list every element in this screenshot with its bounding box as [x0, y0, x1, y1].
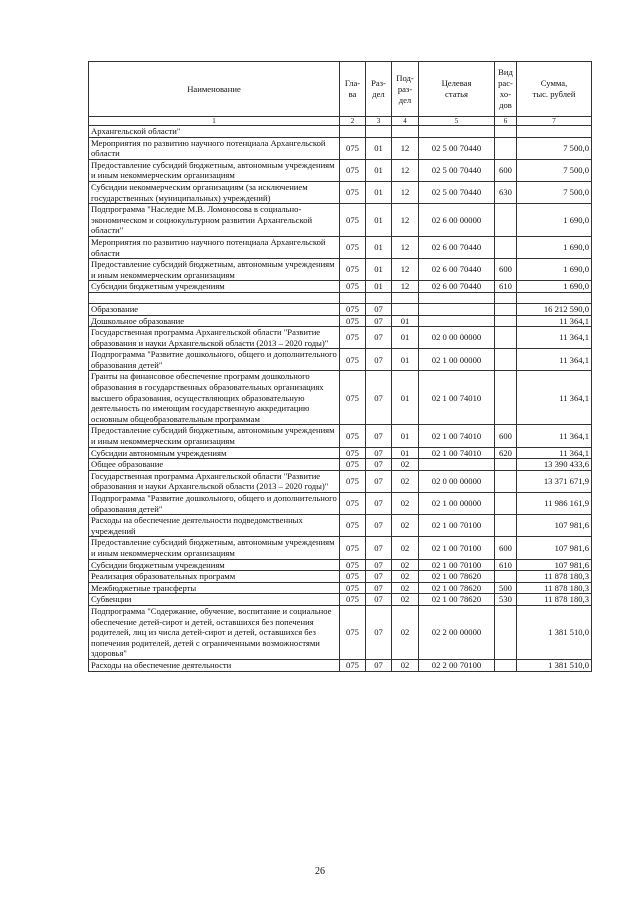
cell-vid: 500	[495, 582, 517, 594]
cell-razdel	[366, 292, 392, 303]
table-row	[89, 126, 592, 138]
cell-glava: 075	[340, 537, 366, 559]
cell-razdel: 07	[366, 515, 392, 537]
table-row	[89, 371, 592, 425]
cell-glava: 075	[340, 493, 366, 515]
cell-glava: 075	[340, 425, 366, 447]
cell-glava: 075	[340, 515, 366, 537]
cell-name: Субсидии некоммерческим организациям (за исключением государственных (муниципальных) учреждений)	[89, 181, 340, 203]
table-row	[89, 204, 592, 237]
cell-glava: 075	[340, 137, 366, 159]
cell-summa: 1 690,0	[517, 281, 592, 293]
cell-razdel: 01	[366, 259, 392, 281]
page-number: 26	[315, 866, 325, 877]
cell-statya: 02 6 00 70440	[419, 281, 495, 293]
cell-podrazdel: 12	[392, 259, 419, 281]
cell-glava: 075	[340, 470, 366, 492]
cell-podrazdel: 02	[392, 459, 419, 471]
cell-statya	[419, 459, 495, 471]
cell-statya: 02 6 00 70440	[419, 259, 495, 281]
cell-podrazdel	[392, 126, 419, 138]
cell-vid: 600	[495, 159, 517, 181]
cell-vid	[495, 126, 517, 138]
cell-vid	[495, 315, 517, 327]
cell-podrazdel: 02	[392, 659, 419, 671]
cell-summa: 11 878 180,3	[517, 582, 592, 594]
cell-razdel: 07	[366, 470, 392, 492]
column-number: 1	[89, 117, 340, 126]
table-row	[89, 349, 592, 371]
cell-statya: 02 5 00 70440	[419, 159, 495, 181]
cell-summa: 107 981,6	[517, 515, 592, 537]
cell-summa: 11 364,1	[517, 349, 592, 371]
cell-name: Подпрограмма "Содержание, обучение, воспитание и социальное обеспечение детей-сирот и детей, оставшихся без попечения родителей, лиц из числа детей-сирот и детей, оставшихся без попечения родителей, детей с ограниченными возможностями здоровья"	[89, 605, 340, 659]
cell-name: Расходы на обеспечение деятельности	[89, 659, 340, 671]
cell-podrazdel: 12	[392, 181, 419, 203]
cell-podrazdel: 01	[392, 447, 419, 459]
cell-vid: 630	[495, 181, 517, 203]
cell-statya: 02 5 00 70440	[419, 137, 495, 159]
cell-statya: 02 1 00 70100	[419, 537, 495, 559]
cell-glava: 075	[340, 236, 366, 258]
cell-name: Реализация образовательных программ	[89, 571, 340, 583]
cell-vid: 610	[495, 281, 517, 293]
table-row	[89, 292, 592, 303]
cell-statya: 02 1 00 78620	[419, 594, 495, 606]
table-row	[89, 515, 592, 537]
cell-podrazdel: 01	[392, 327, 419, 349]
cell-summa: 11 364,1	[517, 371, 592, 425]
cell-summa: 1 381 510,0	[517, 659, 592, 671]
cell-glava: 075	[340, 571, 366, 583]
cell-razdel: 07	[366, 303, 392, 315]
cell-name: Гранты на финансовое обеспечение программ дошкольного образования в государственных образовательных организациях высшего образования, осуществляющих образовательную деятельность по имеющим государственную аккредитацию основным общеобразовательным программам	[89, 371, 340, 425]
cell-podrazdel: 12	[392, 159, 419, 181]
table-row	[89, 493, 592, 515]
header-row	[89, 62, 592, 117]
budget-table	[88, 61, 592, 672]
table-row	[89, 315, 592, 327]
cell-podrazdel: 02	[392, 571, 419, 583]
cell-name: Межбюджетные трансферты	[89, 582, 340, 594]
cell-summa: 13 390 433,6	[517, 459, 592, 471]
cell-statya: 02 6 00 70440	[419, 236, 495, 258]
table-row	[89, 659, 592, 671]
cell-podrazdel: 01	[392, 425, 419, 447]
cell-razdel: 07	[366, 537, 392, 559]
cell-statya: 02 2 00 00000	[419, 605, 495, 659]
column-number: 5	[419, 117, 495, 126]
cell-vid: 610	[495, 559, 517, 571]
cell-glava: 075	[340, 447, 366, 459]
cell-razdel: 01	[366, 159, 392, 181]
cell-vid	[495, 204, 517, 237]
cell-razdel: 01	[366, 137, 392, 159]
cell-glava: 075	[340, 582, 366, 594]
cell-summa: 107 981,6	[517, 537, 592, 559]
cell-podrazdel	[392, 292, 419, 303]
cell-summa: 11 364,1	[517, 447, 592, 459]
cell-summa: 11 364,1	[517, 425, 592, 447]
cell-name: Общее образование	[89, 459, 340, 471]
table-row	[89, 447, 592, 459]
cell-name: Мероприятия по развитию научного потенциала Архангельской области	[89, 236, 340, 258]
cell-name: Субсидии бюджетным учреждениям	[89, 281, 340, 293]
cell-podrazdel	[392, 303, 419, 315]
column-number: 4	[392, 117, 419, 126]
cell-razdel	[366, 126, 392, 138]
table-row	[89, 425, 592, 447]
cell-name: Подпрограмма "Развитие дошкольного, общего и дополнительного образования детей"	[89, 493, 340, 515]
cell-name: Предоставление субсидий бюджетным, автономным учреждениям и иным некоммерческим организациям	[89, 259, 340, 281]
cell-vid	[495, 659, 517, 671]
cell-vid: 600	[495, 537, 517, 559]
column-number: 2	[340, 117, 366, 126]
cell-podrazdel: 02	[392, 582, 419, 594]
cell-razdel: 07	[366, 594, 392, 606]
cell-statya	[419, 303, 495, 315]
cell-glava	[340, 126, 366, 138]
cell-razdel: 01	[366, 236, 392, 258]
cell-vid	[495, 349, 517, 371]
column-number: 3	[366, 117, 392, 126]
cell-glava: 075	[340, 594, 366, 606]
cell-glava: 075	[340, 181, 366, 203]
cell-glava: 075	[340, 204, 366, 237]
cell-glava: 075	[340, 259, 366, 281]
table-row	[89, 582, 592, 594]
cell-glava: 075	[340, 659, 366, 671]
cell-vid	[495, 470, 517, 492]
cell-statya: 02 1 00 78620	[419, 571, 495, 583]
cell-vid	[495, 459, 517, 471]
table-row	[89, 594, 592, 606]
cell-statya: 02 1 00 74010	[419, 447, 495, 459]
header-razdel: Раз- дел	[366, 62, 392, 117]
column-number: 7	[517, 117, 592, 126]
cell-vid: 620	[495, 447, 517, 459]
table-row	[89, 303, 592, 315]
cell-podrazdel: 02	[392, 605, 419, 659]
cell-vid: 530	[495, 594, 517, 606]
cell-summa: 11 986 161,9	[517, 493, 592, 515]
cell-summa: 7 500,0	[517, 137, 592, 159]
cell-name: Субвенции	[89, 594, 340, 606]
cell-vid	[495, 137, 517, 159]
cell-summa: 11 878 180,3	[517, 594, 592, 606]
cell-glava: 075	[340, 605, 366, 659]
cell-vid: 600	[495, 425, 517, 447]
cell-statya: 02 1 00 00000	[419, 493, 495, 515]
cell-summa: 1 690,0	[517, 259, 592, 281]
cell-razdel: 07	[366, 582, 392, 594]
cell-razdel: 07	[366, 559, 392, 571]
cell-statya: 02 1 00 70100	[419, 515, 495, 537]
cell-vid	[495, 371, 517, 425]
cell-summa: 11 364,1	[517, 327, 592, 349]
cell-name: Предоставление субсидий бюджетным, автономным учреждениям и иным некоммерческим организациям	[89, 159, 340, 181]
cell-podrazdel: 12	[392, 236, 419, 258]
cell-statya: 02 0 00 00000	[419, 470, 495, 492]
cell-name: Архангельской области"	[89, 126, 340, 138]
cell-razdel: 07	[366, 327, 392, 349]
cell-name: Дошкольное образование	[89, 315, 340, 327]
cell-podrazdel: 02	[392, 515, 419, 537]
cell-name	[89, 292, 340, 303]
cell-statya: 02 1 00 74010	[419, 425, 495, 447]
cell-name: Мероприятия по развитию научного потенциала Архангельской области	[89, 137, 340, 159]
cell-vid	[495, 515, 517, 537]
header-glava: Гла- ва	[340, 62, 366, 117]
header-vid: Вид рас- хо- дов	[495, 62, 517, 117]
cell-summa: 107 981,6	[517, 559, 592, 571]
cell-razdel: 07	[366, 315, 392, 327]
column-number-row	[89, 117, 592, 126]
cell-glava: 075	[340, 159, 366, 181]
cell-statya: 02 1 00 78620	[419, 582, 495, 594]
cell-razdel: 07	[366, 349, 392, 371]
table-row	[89, 236, 592, 258]
cell-statya: 02 2 00 70100	[419, 659, 495, 671]
cell-razdel: 07	[366, 371, 392, 425]
table-row	[89, 327, 592, 349]
header-summa: Сумма, тыс. рублей	[517, 62, 592, 117]
cell-razdel: 07	[366, 659, 392, 671]
cell-razdel: 07	[366, 459, 392, 471]
cell-name: Подпрограмма "Наследие М.В. Ломоносова в социально-экономическом и социокультурном развитии Архангельской области"	[89, 204, 340, 237]
header-statya: Целевая статья	[419, 62, 495, 117]
cell-summa: 11 364,1	[517, 315, 592, 327]
header-name: Наименование	[89, 62, 340, 117]
cell-summa	[517, 292, 592, 303]
cell-podrazdel: 12	[392, 204, 419, 237]
cell-glava: 075	[340, 459, 366, 471]
cell-summa: 1 381 510,0	[517, 605, 592, 659]
cell-summa: 11 878 180,3	[517, 571, 592, 583]
table-row	[89, 559, 592, 571]
cell-statya: 02 1 00 70100	[419, 559, 495, 571]
cell-glava: 075	[340, 349, 366, 371]
cell-vid	[495, 571, 517, 583]
cell-name: Образование	[89, 303, 340, 315]
table-body	[89, 126, 592, 672]
cell-summa: 13 371 671,9	[517, 470, 592, 492]
cell-podrazdel: 01	[392, 315, 419, 327]
cell-vid	[495, 605, 517, 659]
table-row	[89, 259, 592, 281]
cell-razdel: 07	[366, 493, 392, 515]
cell-vid	[495, 493, 517, 515]
cell-name: Предоставление субсидий бюджетным, автономным учреждениям и иным некоммерческим организациям	[89, 425, 340, 447]
cell-glava: 075	[340, 559, 366, 571]
cell-statya: 02 1 00 00000	[419, 349, 495, 371]
cell-razdel: 07	[366, 605, 392, 659]
cell-summa: 1 690,0	[517, 204, 592, 237]
cell-statya	[419, 315, 495, 327]
cell-name: Государственная программа Архангельской области "Развитие образования и науки Архангельской области (2013 – 2020 годы)"	[89, 327, 340, 349]
cell-statya	[419, 126, 495, 138]
cell-statya: 02 1 00 74010	[419, 371, 495, 425]
cell-vid	[495, 292, 517, 303]
cell-razdel: 01	[366, 204, 392, 237]
table-row	[89, 137, 592, 159]
cell-glava: 075	[340, 315, 366, 327]
cell-glava: 075	[340, 371, 366, 425]
cell-razdel: 01	[366, 181, 392, 203]
table-row	[89, 459, 592, 471]
cell-statya: 02 6 00 00000	[419, 204, 495, 237]
cell-glava	[340, 292, 366, 303]
cell-name: Субсидии бюджетным учреждениям	[89, 559, 340, 571]
cell-name: Расходы на обеспечение деятельности подведомственных учреждений	[89, 515, 340, 537]
cell-podrazdel: 02	[392, 559, 419, 571]
cell-summa: 16 212 590,0	[517, 303, 592, 315]
cell-podrazdel: 02	[392, 537, 419, 559]
cell-name: Государственная программа Архангельской области "Развитие образования и науки Архангельской области (2013 – 2020 годы)"	[89, 470, 340, 492]
cell-glava: 075	[340, 281, 366, 293]
cell-podrazdel: 12	[392, 137, 419, 159]
cell-glava: 075	[340, 303, 366, 315]
cell-statya: 02 5 00 70440	[419, 181, 495, 203]
table-row	[89, 281, 592, 293]
cell-podrazdel: 02	[392, 594, 419, 606]
cell-podrazdel: 02	[392, 493, 419, 515]
cell-name: Субсидии автономным учреждениям	[89, 447, 340, 459]
cell-razdel: 07	[366, 447, 392, 459]
cell-summa: 7 500,0	[517, 181, 592, 203]
cell-vid: 600	[495, 259, 517, 281]
cell-vid	[495, 236, 517, 258]
table-row	[89, 571, 592, 583]
cell-vid	[495, 327, 517, 349]
cell-razdel: 07	[366, 571, 392, 583]
cell-summa: 7 500,0	[517, 159, 592, 181]
table-row	[89, 537, 592, 559]
cell-statya: 02 0 00 00000	[419, 327, 495, 349]
cell-statya	[419, 292, 495, 303]
cell-name: Предоставление субсидий бюджетным, автономным учреждениям и иным некоммерческим организациям	[89, 537, 340, 559]
cell-summa: 1 690,0	[517, 236, 592, 258]
table-row	[89, 605, 592, 659]
cell-podrazdel: 01	[392, 349, 419, 371]
table-row	[89, 470, 592, 492]
cell-name: Подпрограмма "Развитие дошкольного, общего и дополнительного образования детей"	[89, 349, 340, 371]
cell-podrazdel: 12	[392, 281, 419, 293]
cell-podrazdel: 01	[392, 371, 419, 425]
cell-summa	[517, 126, 592, 138]
cell-vid	[495, 303, 517, 315]
cell-razdel: 01	[366, 281, 392, 293]
table-row	[89, 181, 592, 203]
table-row	[89, 159, 592, 181]
header-podrazdel: Под- раз- дел	[392, 62, 419, 117]
cell-podrazdel: 02	[392, 470, 419, 492]
column-number: 6	[495, 117, 517, 126]
cell-razdel: 07	[366, 425, 392, 447]
cell-glava: 075	[340, 327, 366, 349]
